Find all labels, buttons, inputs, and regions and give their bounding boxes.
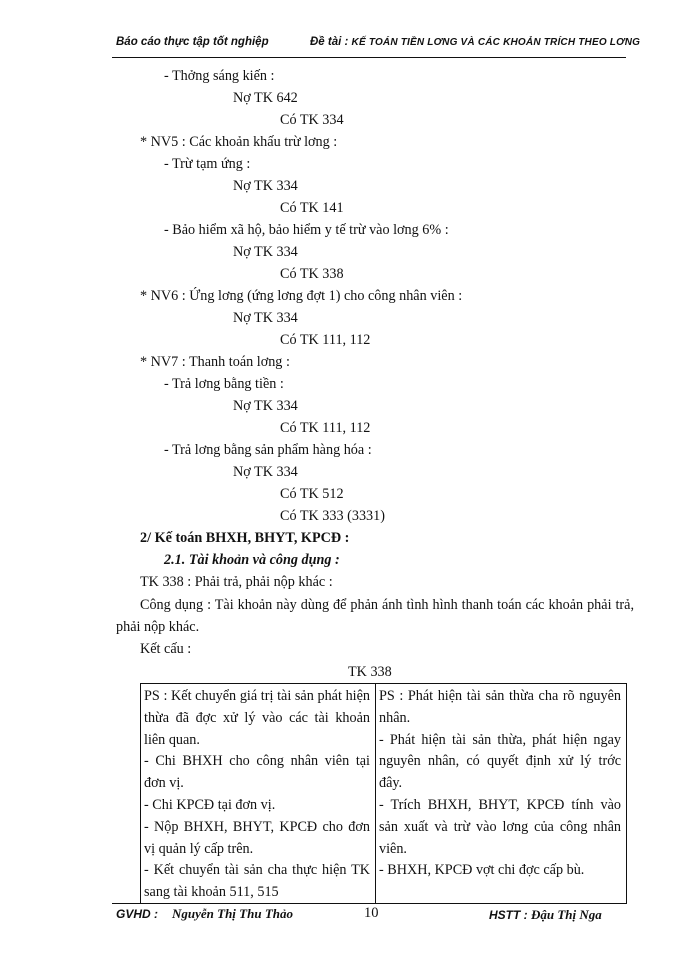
entry-line: * NV7 : Thanh toán lơng : — [140, 354, 290, 370]
t-account-table — [140, 683, 627, 904]
credit-entry: - Trích BHXH, BHYT, KPCĐ tính vào sản xuất và trừ vào lơng của công nhân viên. — [379, 796, 621, 857]
entry-line: Có TK 111, 112 — [280, 332, 371, 348]
structure-label: Kết cấu : — [140, 641, 192, 657]
table-row — [141, 684, 627, 904]
entry-line: - Trừ tạm ứng : — [164, 156, 251, 172]
entry-line: Nợ TK 334 — [233, 310, 298, 326]
entry-line: - Bảo hiểm xã hộ, bảo hiểm y tế trừ vào lơng 6% : — [164, 222, 449, 238]
page-number: 10 — [364, 905, 379, 921]
entry-line: Có TK 333 (3331) — [280, 508, 385, 524]
debit-entry: PS : Kết chuyển giá trị tài sản phát hiện thừa đã đợc xử lý vào các tài khoản liên quan. — [144, 688, 370, 748]
credit-column — [376, 684, 627, 904]
entry-line: Có TK 338 — [280, 266, 344, 282]
section-subheading: 2.1. Tài khoản và công dụng : — [164, 552, 340, 568]
t-account-title: TK 338 — [348, 664, 392, 680]
debit-entry: - Chi BHXH cho công nhân viên tại đơn vị. — [144, 753, 370, 792]
debit-entry: - Nộp BHXH, BHYT, KPCĐ cho đơn vị quản lý cấp trên. — [144, 818, 370, 857]
entry-line: Có TK 334 — [280, 112, 344, 128]
account-line: TK 338 : Phải trả, phải nộp khác : — [140, 574, 333, 590]
entry-line: Nợ TK 334 — [233, 398, 298, 414]
page-header — [112, 34, 641, 54]
entry-line: - Thởng sáng kiến : — [164, 68, 275, 84]
entry-line: - Trả lơng bằng sản phẩm hàng hóa : — [164, 442, 372, 458]
entry-line: Có TK 512 — [280, 486, 344, 502]
debit-entry: - Chi KPCĐ tại đơn vị. — [144, 796, 276, 813]
entry-line: Có TK 111, 112 — [280, 420, 371, 436]
topic-title — [310, 36, 640, 48]
entry-line: * NV5 : Các khoản khấu trừ lơng : — [140, 134, 338, 150]
advisor-label: GVHD : — [116, 907, 158, 921]
entry-line: Nợ TK 334 — [233, 244, 298, 260]
student-block — [489, 907, 602, 923]
entry-line: - Trả lơng bằng tiền : — [164, 376, 284, 392]
entry-line: Nợ TK 334 — [233, 464, 298, 480]
entry-line: Nợ TK 334 — [233, 178, 298, 194]
advisor-name: Nguyễn Thị Thu Thảo — [172, 906, 293, 921]
credit-entry: - BHXH, KPCĐ vợt chi đợc cấp bù. — [379, 862, 585, 879]
entry-line: Có TK 141 — [280, 200, 344, 216]
credit-entry: PS : Phát hiện tài sản thừa cha rõ nguyên nhân. — [379, 688, 621, 726]
credit-entry: - Phát hiện tài sản thừa, phát hiện ngay nguyên nhân, có quyết định xử lý trớc đây. — [379, 731, 621, 792]
debit-entry: - Kết chuyển tài sản cha thực hiện TK sang tài khoản 511, 515 — [144, 862, 370, 901]
usage-paragraph: Công dụng : Tài khoản này dùng để phản ánh tình hình thanh toán các khoản phải trả, phải nộp khác. — [116, 597, 634, 635]
debit-column — [141, 684, 376, 904]
section-heading: 2/ Kế toán BHXH, BHYT, KPCĐ : — [140, 530, 350, 546]
student-label: HSTT : — [489, 908, 531, 922]
page-footer — [112, 904, 626, 924]
entry-line: * NV6 : Ứng lơng (ứng lơng đợt 1) cho công nhân viên : — [140, 288, 463, 304]
entry-line: Nợ TK 642 — [233, 90, 298, 106]
report-title: Báo cáo thực tập tốt nghiệp — [116, 36, 269, 48]
topic-prefix: Đề tài : — [310, 36, 352, 48]
topic-name: KẾ TOÁN TIỀN LƠNG VÀ CÁC KHOẢN TRÍCH THEO LƠNG — [351, 37, 641, 48]
student-name: Đậu Thị Nga — [531, 907, 602, 922]
header-rule — [112, 57, 626, 58]
